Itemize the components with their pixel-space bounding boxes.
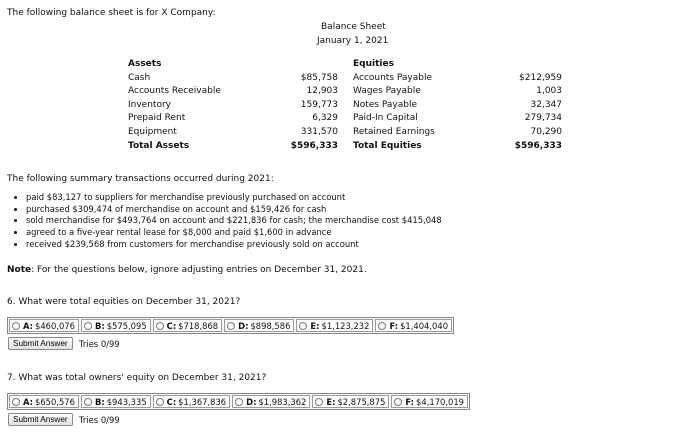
equity-value: 279,734 [524,113,562,124]
equities-labels [353,58,435,153]
radio-icon[interactable] [156,322,164,330]
question-6-choices [7,317,454,334]
choice-letter: D: [238,320,249,331]
choice-e[interactable] [296,319,373,332]
tries-counter: Tries 0/99 [79,415,120,425]
note [7,265,367,275]
radio-icon[interactable] [299,322,307,330]
question-6-text: 6. What were total equities on December 31, 2021? [7,297,241,307]
equity-value: 1,003 [536,86,562,97]
radio-icon[interactable] [235,398,243,406]
equity-label: Notes Payable [353,99,417,110]
list-item: • received $239,568 from customers for merchandise previously sold on account [26,239,442,251]
equity-label: Wages Payable [353,86,421,97]
equities-values [490,58,562,153]
choice-e[interactable] [312,395,389,408]
question-7-choices [7,393,470,410]
choice-value: $460,076 [35,320,75,331]
radio-icon[interactable] [156,398,164,406]
submit-answer-button[interactable]: Submit Answer [8,413,73,426]
asset-label: Accounts Receivable [128,86,221,97]
radio-icon[interactable] [84,322,92,330]
total-equities-value: $596,333 [514,140,562,151]
asset-label: Cash [128,72,151,83]
total-equities-label: Total Equities [353,140,422,151]
list-item: • paid $83,127 to suppliers for merchandise previously purchased on account [26,192,442,204]
choice-value: $1,367,836 [178,396,227,407]
choice-letter: C: [166,396,177,407]
equity-label: Retained Earnings [353,126,435,137]
choice-value: $4,170,019 [416,396,464,407]
equity-value: 32,347 [530,99,562,110]
radio-icon[interactable] [315,398,323,406]
choice-value: $718,868 [178,320,219,331]
equity-label: Paid-In Capital [353,113,418,124]
total-assets-value: $596,333 [290,140,338,151]
choice-value: $943,335 [106,396,147,407]
choice-letter: B: [94,320,105,331]
choice-value: $898,586 [250,320,291,331]
asset-value: $85,758 [300,72,338,83]
radio-icon[interactable] [12,322,20,330]
choice-value: $1,123,232 [321,320,370,331]
choice-value: $650,576 [35,396,75,407]
choice-letter: F: [389,320,399,331]
choice-value: $1,404,040 [400,320,449,331]
note-text: : For the questions below, ignore adjusting entries on December 31, 2021. [31,265,367,275]
list-item: • agreed to a five-year rental lease for $8,000 and paid $1,600 in advance [26,227,442,239]
choice-letter: C: [166,320,177,331]
list-item: • sold merchandise for $493,764 on account and $221,836 for cash; the merchandise cost $415,048 [26,215,442,227]
choice-d[interactable] [224,319,294,332]
choice-value: $2,875,875 [337,396,386,407]
radio-icon[interactable] [394,398,402,406]
asset-label: Equipment [128,126,177,137]
radio-icon[interactable] [378,322,386,330]
choice-letter: D: [246,396,257,407]
sheet-title: Balance Sheet [321,22,386,32]
equity-value: 70,290 [530,126,562,137]
assets-values [270,58,338,153]
summary-intro: The following summary transactions occurred during 2021: [7,174,274,184]
choice-a[interactable] [9,395,79,408]
list-item: • purchased $309,474 of merchandise on account and $159,426 for cash [26,204,442,216]
intro-text: The following balance sheet is for X Company: [7,8,216,18]
choice-d[interactable] [232,395,310,408]
radio-icon[interactable] [12,398,20,406]
choice-b[interactable] [81,319,151,332]
asset-value: 6,329 [312,113,338,124]
question-7-text: 7. What was total owners' equity on December 31, 2021? [7,373,267,383]
asset-label: Prepaid Rent [128,113,186,124]
transactions-list [12,192,442,251]
choice-letter: F: [405,396,415,407]
radio-icon[interactable] [227,322,235,330]
choice-c[interactable] [153,319,222,332]
sheet-date: January 1, 2021 [317,36,389,46]
choice-letter: B: [94,396,105,407]
choice-value: $575,095 [106,320,147,331]
choice-letter: A: [23,396,33,407]
choice-letter: A: [23,320,33,331]
asset-value: 159,773 [300,99,338,110]
choice-letter: E: [310,320,320,331]
assets-heading: Assets [128,59,162,69]
choice-b[interactable] [81,395,151,408]
total-assets-label: Total Assets [128,140,190,151]
equity-label: Accounts Payable [353,72,433,83]
equities-heading: Equities [353,59,394,69]
radio-icon[interactable] [84,398,92,406]
choice-value: $1,983,362 [258,396,307,407]
choice-f[interactable] [391,395,468,408]
note-label: Note [7,265,32,275]
assets-labels [128,58,221,153]
tries-counter: Tries 0/99 [79,339,120,349]
choice-f[interactable] [375,319,452,332]
choice-letter: E: [326,396,336,407]
asset-value: 331,570 [300,126,338,137]
equity-value: $212,959 [519,72,562,83]
choice-a[interactable] [9,319,79,332]
asset-label: Inventory [128,99,171,110]
asset-value: 12,903 [306,86,338,97]
submit-answer-button[interactable]: Submit Answer [8,337,73,350]
choice-c[interactable] [153,395,230,408]
